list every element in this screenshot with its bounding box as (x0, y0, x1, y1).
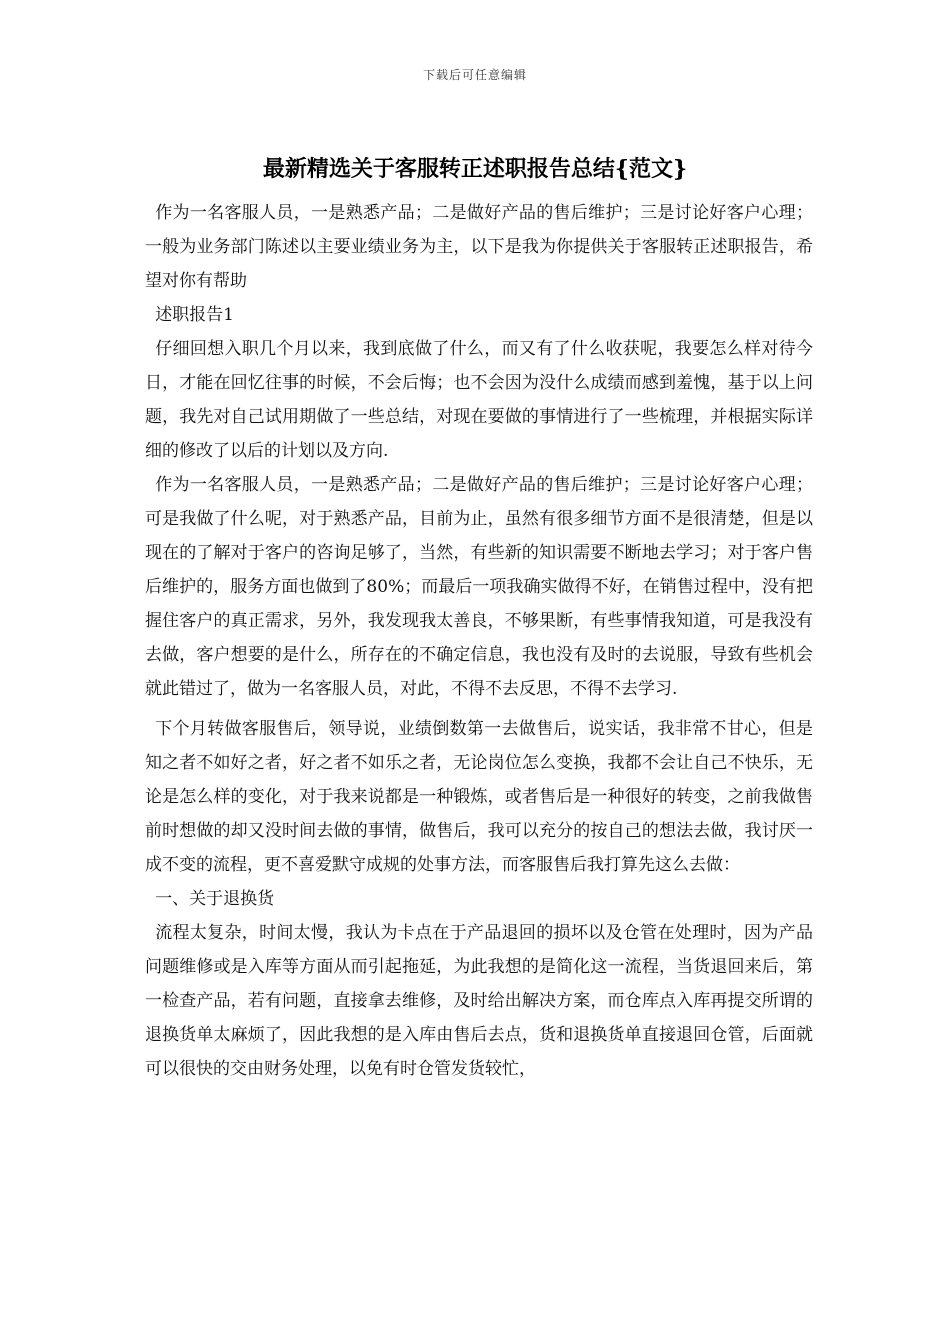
body-paragraph: 流程太复杂，时间太慢，我认为卡点在于产品退回的损坏以及仓管在处理时，因为产品问题维修或是入库等方面从而引起拖延，为此我想的是简化这一流程，当货退回来后，第一检查产品，若有问题，直接拿去维修，及时给出解决方案，而仓库点入库再提交所谓的退换货单太麻烦了，因此我想的是入库由售后去点，货和退换货单直接退回仓管，后面就可以很快的交由财务处理，以免有时仓管发货较忙， (145, 923, 813, 1079)
section-heading-returns: 一、关于退换货 (155, 889, 275, 909)
body-paragraph: 作为一名客服人员，一是熟悉产品；二是做好产品的售后维护；三是讨论好客户心理；可是我做了什么呢，对于熟悉产品，目前为止，虽然有很多细节方面不是很清楚，但是以现在的了解对于客户的咨询足够了，当然，有些新的知识需要不断地去学习；对于客户售后维护的，服务方面也做到了80%；而最后一项我确实做得不好，在销售过程中，没有把握住客户的真正需求，另外，我发现我太善良，不够果断，有些事情我知道，可是我没有去做，客户想要的是什么，所存在的不确定信息，我也没有及时的去说服，导致有些机会就此错过了，做为一名客服人员，对此，不得不去反思，不得不去学习. (145, 475, 813, 699)
body-paragraph: 仔细回想入职几个月以来，我到底做了什么，而又有了什么收获呢，我要怎么样对待今日，才能在回忆往事的时候，不会后悔；也不会因为没什么成绩而感到羞愧，基于以上问题，我先对自己试用期做了一些总结，对现在要做的事情进行了一些梳理，并根据实际详细的修改了以后的计划以及方向. (145, 339, 813, 461)
intro-paragraph: 作为一名客服人员，一是熟悉产品；二是做好产品的售后维护；三是讨论好客户心理；一般为业务部门陈述以主要业绩业务为主，以下是我为你提供关于客服转正述职报告，希望对你有帮助 (145, 203, 813, 291)
document-body (145, 196, 813, 1086)
document-title: 最新精选关于客服转正述职报告总结{范文} (262, 156, 688, 182)
header-note: 下载后可任意编辑 (422, 68, 527, 82)
body-paragraph: 下个月转做客服售后，领导说，业绩倒数第一去做售后，说实话，我非常不甘心，但是知之者不如好之者，好之者不如乐之者，无论岗位怎么变换，我都不会让自己不快乐，无论是怎么样的变化，对于我来说都是一种锻炼，或者售后是一种很好的转变，之前我做售前时想做的却又没时间去做的事情，做售后，我可以充分的按自己的想法去做，我讨厌一成不变的流程，更不喜爱默守成规的处事方法，而客服售后我打算先这么去做： (145, 719, 813, 875)
section-heading-report-1: 述职报告1 (155, 305, 235, 325)
